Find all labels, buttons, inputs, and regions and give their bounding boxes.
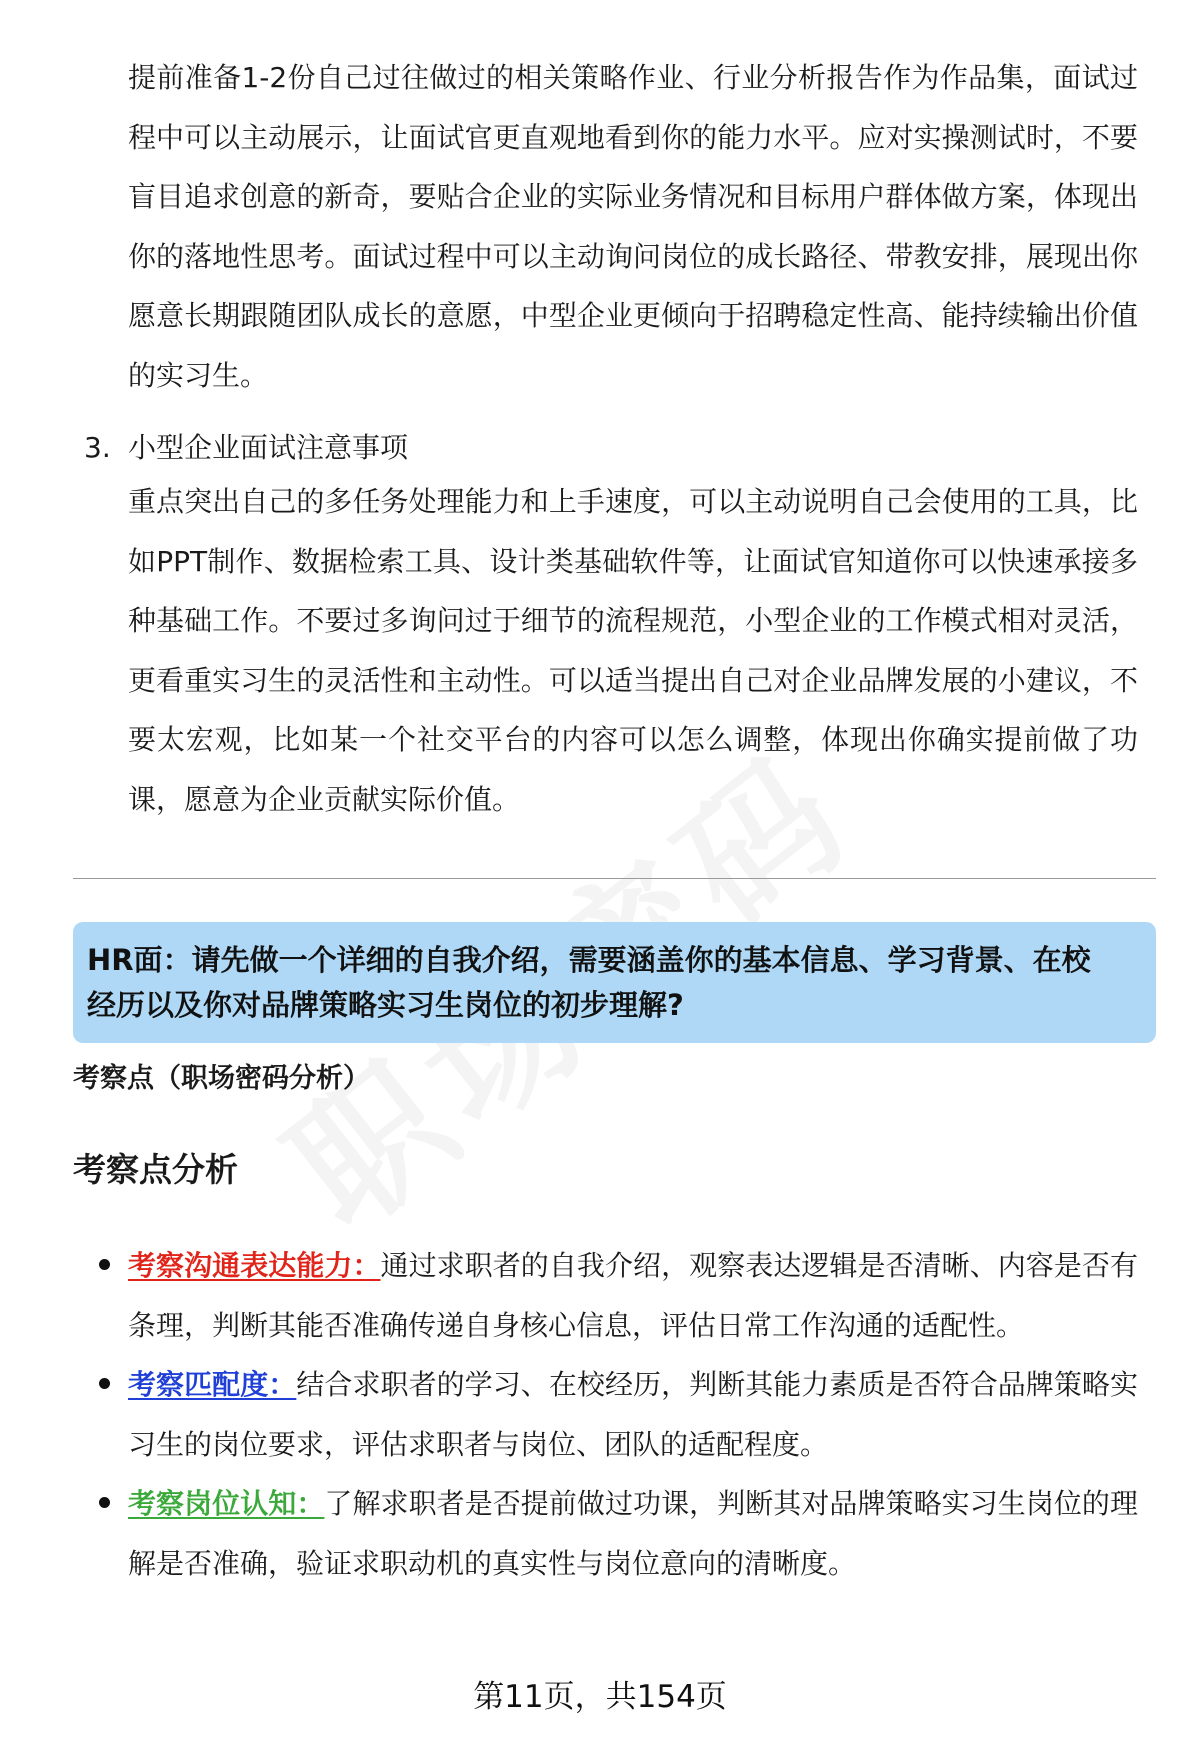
list-number: 3. xyxy=(84,431,111,464)
bullet-dot-icon xyxy=(99,1378,110,1389)
bullet-text: 了解求职者是否提前做过功课，判断其对品牌策略实习生岗位的理解是否准确，验证求职动机的真实性与岗位意向的清晰度。 xyxy=(128,1487,1138,1580)
bullet-dot-icon xyxy=(99,1497,110,1508)
list-item-3-heading xyxy=(84,418,408,478)
section-title: 考察点分析 xyxy=(73,1150,238,1189)
bullet-text: 通过求职者的自我介绍，观察表达逻辑是否清晰、内容是否有条理，判断其能否准确传递自身核心信息，评估日常工作沟通的适配性。 xyxy=(128,1249,1138,1342)
question-callout xyxy=(73,922,1156,1043)
bullet-item xyxy=(128,1236,1138,1355)
evaluation-subheading: 考察点（职场密码分析） xyxy=(73,1063,370,1094)
bullet-text: 结合求职者的学习、在校经历，判断其能力素质是否符合品牌策略实习生的岗位要求，评估求职者与岗位、团队的适配程度。 xyxy=(128,1368,1138,1461)
bullet-item xyxy=(128,1474,1138,1593)
question-line-2: 经历以及你对品牌策略实习生岗位的初步理解? xyxy=(87,988,684,1022)
bullet-item xyxy=(128,1355,1138,1474)
bullet-keyword: 考察沟通表达能力： xyxy=(128,1249,381,1282)
bullet-keyword: 考察岗位认知： xyxy=(128,1487,325,1520)
question-line-1: HR面：请先做一个详细的自我介绍，需要涵盖你的基本信息、学习背景、在校 xyxy=(87,943,1091,977)
list-item-title: 小型企业面试注意事项 xyxy=(128,431,409,464)
paragraph-small-enterprise: 重点突出自己的多任务处理能力和上手速度，可以主动说明自己会使用的工具，比如PPT制作、数据检索工具、设计类基础软件等，让面试官知道你可以快速承接多种基础工作。不要过多询问过于细节的流程规范，小型企业的工作模式相对灵活，更看重实习生的灵活性和主动性。可以适当提出自己对企业品牌发展的小建议，不要太宏观，比如某一个社交平台的内容可以怎么调整，体现出你确实提前做了功课，愿意为企业贡献实际价值。 xyxy=(128,485,1138,816)
paragraph-medium-enterprise: 提前准备1-2份自己过往做过的相关策略作业、行业分析报告作为作品集，面试过程中可以主动展示，让面试官更直观地看到你的能力水平。应对实操测试时，不要盲目追求创意的新奇，要贴合企业的实际业务情况和目标用户群体做方案，体现出你的落地性思考。面试过程中可以主动询问岗位的成长路径、带教安排，展现出你愿意长期跟随团队成长的意愿，中型企业更倾向于招聘稳定性高、能持续输出价值的实习生。 xyxy=(128,61,1138,392)
page-number: 第11页，共154页 xyxy=(473,1679,727,1715)
bullet-keyword: 考察匹配度： xyxy=(128,1368,297,1401)
section-divider xyxy=(73,878,1156,879)
bullet-dot-icon xyxy=(99,1259,110,1270)
